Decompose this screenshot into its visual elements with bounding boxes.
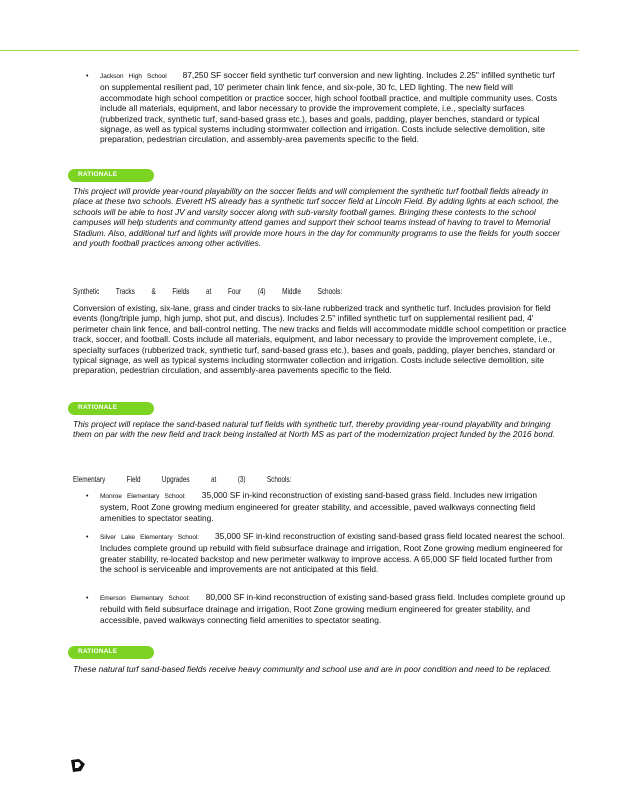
- heading-word: Middle: [282, 287, 301, 296]
- heading-word: Schools:: [266, 475, 292, 484]
- heading-word: Synthetic: [73, 287, 100, 296]
- rationale-paragraph: This project will replace the sand-based natural turf fields with synthetic turf, thereby providing year-round playability and bringing them on par with the new field and track being installed at North MS as part of the modernization project funded by the 2016 bond.: [73, 419, 555, 440]
- rationale-paragraph: These natural turf sand-based fields receive heavy community and school use and are in poor condition and need to be replaced.: [73, 664, 552, 674]
- header-divider: [0, 50, 579, 51]
- rationale-badge-label: RATIONALE: [78, 171, 118, 178]
- list-item-emerson: [86, 592, 566, 625]
- heading-word: Elementary: [73, 475, 106, 484]
- silver-lake-paragraph: [100, 531, 566, 575]
- tracks-paragraph: Conversion of existing, six-lane, grass and cinder tracks to six-lane rubberized track and synthetic turf. Includes provision for field events (long/triple jump, high jump, shot put, and discus). Includes 2.5" infilled synthetic turf on supplemental resilient pad, 4' perimeter chain link fence, and ball-control netting. The new tracks and fields will accommodate middle school competition or practice track, soccer, and football. Costs include all materials, equipment, and labor necessary to provide the improvement complete, i.e., specialty surfaces (rubberized track, synthetic turf, sand-based grass etc.), bases and goals, padding, player benches, standard or typical signage, as well as typical systems including stormwater collection and irrigation. Costs include selective demolition, site preparation, pedestrian circulation, and assembly-area pavements specific to the field.: [73, 303, 567, 376]
- heading-word: (4): [257, 287, 266, 296]
- district-logo-icon: [70, 758, 88, 774]
- heading-word: at: [206, 287, 212, 296]
- heading-word: Four: [227, 287, 242, 296]
- bullet-icon: •: [86, 73, 89, 80]
- heading-word: (3): [237, 475, 246, 484]
- heading-word: Upgrades: [161, 475, 190, 484]
- bullet-icon: •: [86, 493, 89, 500]
- heading-word: Schools:: [317, 287, 343, 296]
- silver-lake-lead: Silver Lake Elementary School:: [100, 534, 200, 541]
- list-item-jackson: [86, 70, 566, 145]
- heading-word: Field: [126, 475, 141, 484]
- elementary-heading: [73, 475, 291, 484]
- rationale-paragraph: This project will provide year-round playability on the soccer fields and will complement the synthetic turf football fields already in place at these two schools. Everett HS already has a synthetic turf soccer field at Lincoln Field. By adding lights at each school, the schools will be able to host JV and varsity soccer along with sub-varsity football games. Bringing these contests to the school campuses will help students and community attend games and support their school teams instead of having to travel to Memorial Stadium. Also, additional turf and lights will provide more hours in the day for community programs to use the fields for youth soccer and youth football practices among other activities.: [73, 186, 561, 249]
- rationale-badge-label: RATIONALE: [78, 404, 118, 411]
- rationale-badge: [68, 402, 154, 415]
- heading-word: Fields: [172, 287, 190, 296]
- jackson-paragraph: [100, 70, 566, 145]
- monroe-lead: Monroe Elementary School:: [100, 493, 186, 500]
- bullet-icon: •: [86, 534, 89, 541]
- rationale-badge: [68, 169, 154, 182]
- jackson-lead: Jackson High School: [100, 73, 167, 80]
- heading-word: at: [210, 475, 217, 484]
- list-item-silver-lake: [86, 531, 566, 575]
- rationale-badge: [68, 646, 154, 659]
- bullet-icon: •: [86, 595, 89, 602]
- emerson-lead: Emerson Elementary School:: [100, 595, 190, 602]
- rationale-badge-label: RATIONALE: [78, 648, 118, 655]
- emerson-paragraph: [100, 592, 566, 625]
- monroe-paragraph: [100, 490, 566, 523]
- emerson-text: 80,000 SF in-kind reconstruction of existing sand-based grass field. Includes complete ground up rebuild with field subsurface drainage and irrigation, Root Zone growing medium engineered for greater stability, and accessible, paved walkways connecting field amenities to spectator seating.: [100, 592, 566, 625]
- tracks-heading: [73, 287, 342, 296]
- heading-word: Tracks: [115, 287, 135, 296]
- jackson-text: 87,250 SF soccer field synthetic turf conversion and new lighting. Includes 2.25" infilled synthetic turf on supplemental resilient pad, 10' perimeter chain link fence, and six-pole, 30 fc, LED lighting. The new field will accommodate high school competition or practice soccer, high school football practice, and multiple community uses. Costs include all materials, equipment, and labor necessary to provide the improvement complete, i.e., specialty surfaces (rubberized track, synthetic turf, sand-based grass etc.), bases and goals, padding, player benches, standard or typical signage, as well as typical systems including stormwater collection and irrigation. Costs include selective demolition, site preparation, pedestrian circulation, and assembly-area pavements specific to the field.: [100, 70, 558, 145]
- heading-word: &: [151, 287, 156, 296]
- silver-lake-text: 35,000 SF in-kind reconstruction of existing sand-based grass field located nearest the school. Includes complete ground up rebuild with field subsurface drainage and irrigation, Root Zone growing medium engineered for greater stability, re-located backstop and new perimeter walkway to improve access. A 65,000 SF field located further from the school is serviceable and improvements are not anticipated at this field.: [100, 531, 565, 575]
- list-item-monroe: [86, 490, 566, 523]
- monroe-text: 35,000 SF in-kind reconstruction of existing sand-based grass field. Includes new irrigation system, Root Zone growing medium engineered for greater stability, and accessible, paved walkways connecting field amenities to spectator seating.: [100, 490, 537, 523]
